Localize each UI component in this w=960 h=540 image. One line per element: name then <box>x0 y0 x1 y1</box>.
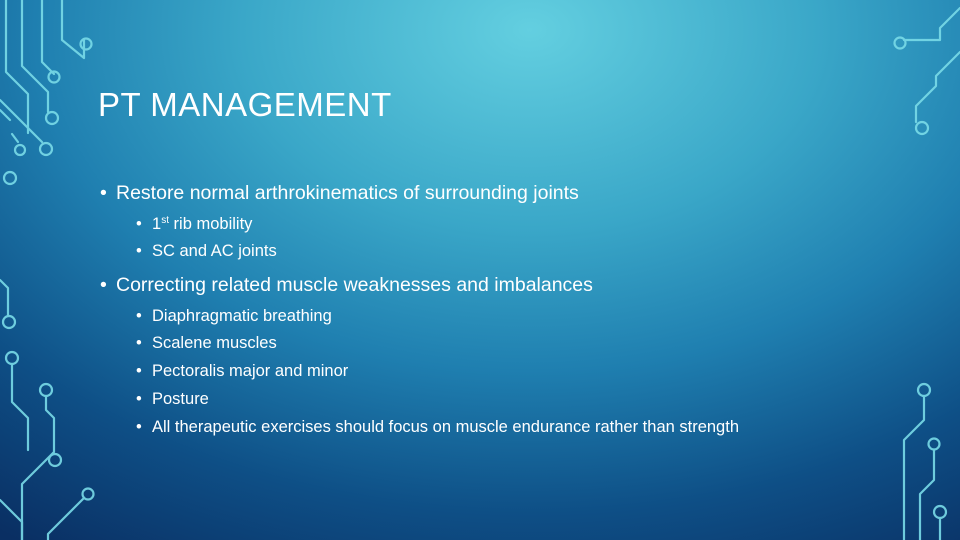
ordinal-number: 1 <box>152 215 162 233</box>
sub-bullet-pectoralis <box>136 362 348 381</box>
bullet-dot: • <box>100 274 107 296</box>
bullet-dot: • <box>100 182 107 204</box>
sub-bullet-text-rest: rib mobility <box>168 215 253 233</box>
sub-bullet-text: Pectoralis major and minor <box>152 362 349 380</box>
sub-bullet-rib-mobility <box>136 215 252 234</box>
sub-bullet-therapeutic-exercises <box>136 418 739 437</box>
circuit-top-right <box>895 8 960 134</box>
bullet-text: Correcting related muscle weaknesses and imbalances <box>116 274 593 296</box>
sub-bullet-text: Posture <box>152 390 209 408</box>
sub-bullet-text <box>152 215 252 233</box>
bullet-item-muscle-weaknesses <box>100 274 593 297</box>
sub-bullet-text: Diaphragmatic breathing <box>152 307 332 325</box>
bullet-text: Restore normal arthrokinematics of surrounding joints <box>116 182 579 204</box>
sub-bullet-posture <box>136 390 209 409</box>
bullet-item-arthrokinematics <box>100 182 579 205</box>
bullet-dot: • <box>136 418 142 436</box>
slide-title: PT MANAGEMENT <box>98 86 392 123</box>
sub-bullet-scalene-muscles <box>136 334 277 353</box>
circuit-bottom-left <box>0 280 94 540</box>
sub-bullet-text: All therapeutic exercises should focus on muscle endurance rather than strength <box>152 418 739 436</box>
sub-bullet-diaphragmatic-breathing <box>136 307 332 326</box>
sub-bullet-text: SC and AC joints <box>152 242 277 260</box>
bullet-dot: • <box>136 307 142 325</box>
circuit-top-left <box>0 0 92 184</box>
circuit-bottom-right <box>904 384 946 540</box>
bullet-dot: • <box>136 390 142 408</box>
bullet-dot: • <box>136 334 142 352</box>
bullet-dot: • <box>136 362 142 380</box>
bullet-dot: • <box>136 215 142 233</box>
sub-bullet-text: Scalene muscles <box>152 334 277 352</box>
bullet-dot: • <box>136 242 142 260</box>
ordinal-suffix: st <box>161 215 169 226</box>
sub-bullet-sc-ac-joints <box>136 242 277 261</box>
